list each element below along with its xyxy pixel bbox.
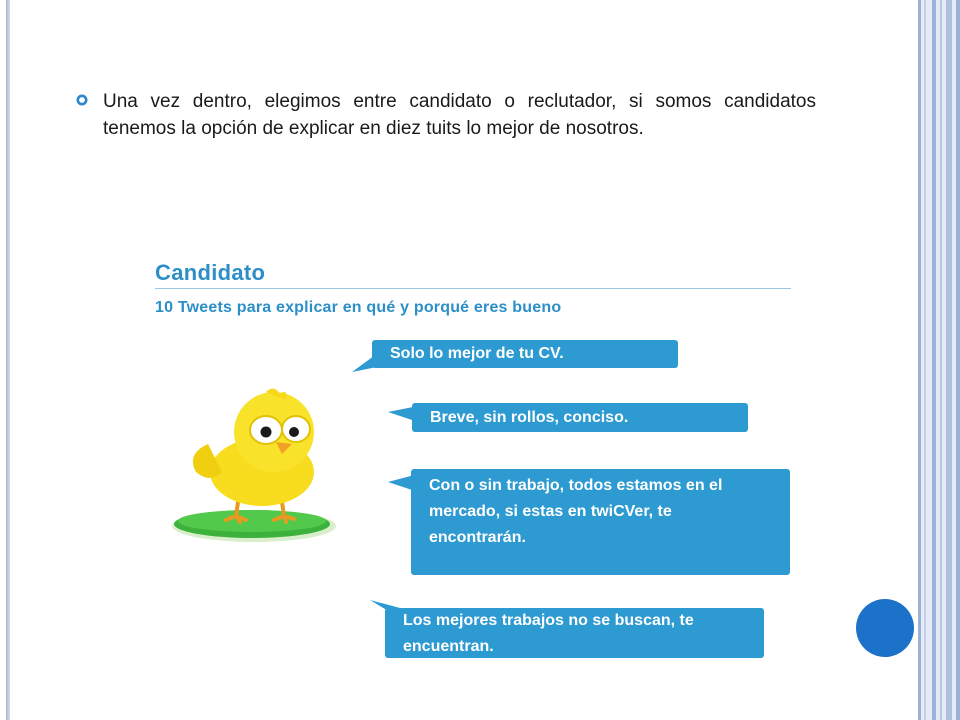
tweet-bubble-2 [412, 403, 748, 432]
tweet-bubble-4 [385, 608, 764, 658]
image-title: Candidato [155, 260, 266, 285]
image-subtitle: 10 Tweets para explicar en qué y porqué eres bueno [155, 299, 562, 316]
tweet-text: Los mejores trabajos no se buscan, te encuentran. [403, 612, 694, 655]
candidato-image [148, 248, 808, 668]
title-divider [155, 288, 791, 289]
bullet-item [76, 88, 816, 142]
slide-right-border [918, 0, 960, 720]
bullet-ring-icon [76, 94, 88, 106]
tweet-text: Con o sin trabajo, todos estamos en el mercado, si estas en twiCVer, te encontrarán. [429, 477, 723, 546]
tweet-bubble-1 [372, 340, 678, 368]
chick-mascot-icon [170, 384, 340, 554]
tweet-text: Breve, sin rollos, conciso. [430, 408, 629, 426]
tweet-text: Solo lo mejor de tu CV. [390, 345, 564, 362]
bullet-text: Una vez dentro, elegimos entre candidato o reclutador, si somos candidatos tenemos la opción de explicar en diez tuits lo mejor de nosotros. [103, 91, 816, 139]
tweet-bubble-3 [411, 469, 790, 575]
accent-circle [856, 599, 914, 657]
slide-left-border [6, 0, 10, 720]
